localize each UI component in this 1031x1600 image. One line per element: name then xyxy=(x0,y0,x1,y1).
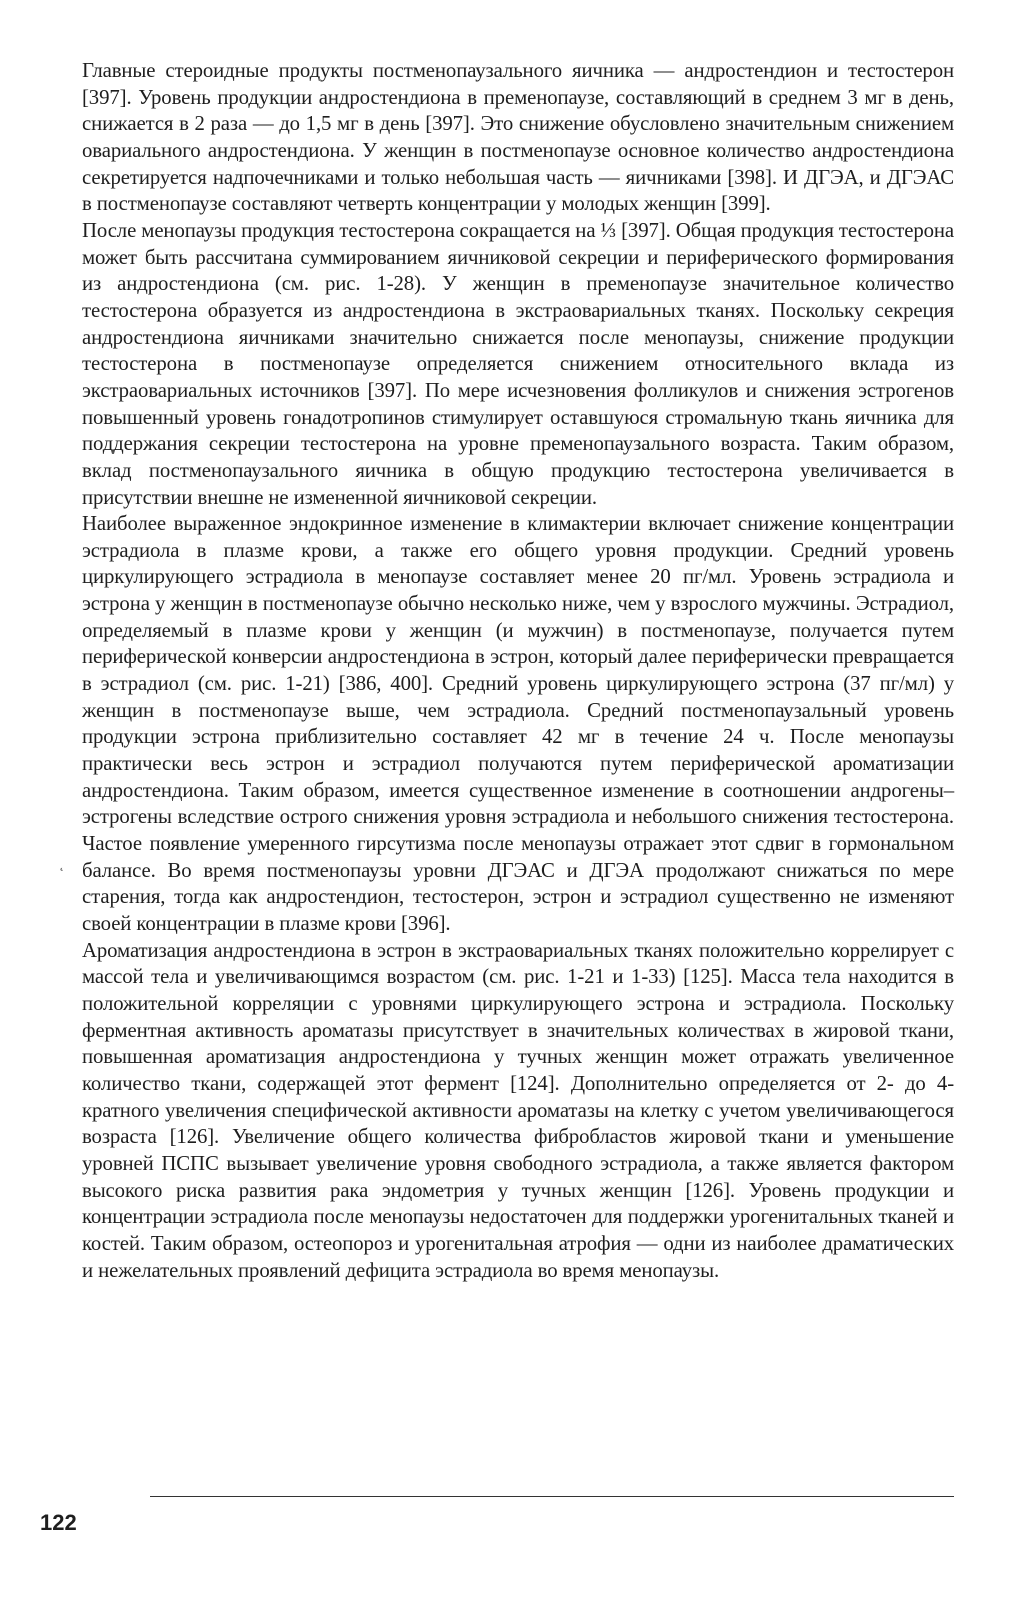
paragraph-androgens-postmenopause: Главные стероидные продукты постменопаузального яичника — андростендион и тестостерон [397]. Уровень продукции андростендиона в пременопаузе, составляющий в среднем 3 мг в день, снижается в 2 раза — до 1,5 мг в день [397]. Это снижение обусловлено значительным снижением овариального андростендиона. У женщин в постменопаузе основное количество андростендиона секретируется надпочечниками и только небольшая часть — яичниками [398]. И ДГЭА, и ДГЭАС в постменопаузе составляют четверть концентрации у молодых женщин [399]. xyxy=(82,59,954,216)
paragraph-testosterone-production: После менопаузы продукция тестостерона сокращается на ⅓ [397]. Общая продукция тестостерона может быть рассчитана суммированием яичниковой секреции и периферического формирования из андростендиона (см. рис. 1-28). У женщин в пременопаузе значительное количество тестостерона образуется из андростендиона в экстраовариальных тканях. Поскольку секреция андростендиона яичниками значительно снижается после менопаузы, снижение продукции тестостерона в постменопаузе определяется снижением относительного вклада из экстраовариальных источников [397]. По мере исчезновения фолликулов и снижения эстрогенов повышенный уровень гонадотропинов стимулирует оставшуюся стромальную ткань яичника для поддержания секреции тестостерона на уровне пременопаузального возраста. Таким образом, вклад постменопаузального яичника в общую продукцию тестостерона увеличивается в присутствии внешне не измененной яичниковой секреции. xyxy=(82,218,954,509)
margin-mark: ˛ xyxy=(60,856,65,871)
page-number: 122 xyxy=(40,1510,77,1535)
footer-rule xyxy=(150,1496,954,1497)
paragraph-aromatization: Ароматизация андростендиона в эстрон в экстраовариальных тканях положительно коррелирует с массой тела и увеличивающимся возрастом (см. рис. 1-21 и 1-33) [125]. Масса тела находится в положительной корреляции с уровнями циркулирующего эстрона и эстрадиола. Поскольку ферментная активность ароматазы присутствует в значительных количествах в жировой ткани, повышенная ароматизация андростендиона у тучных женщин может отражать увеличенное количество ткани, содержащей этот фермент [124]. Дополнительно определяется от 2- до 4-кратного увеличения специфической активности ароматазы на клетку с учетом увеличивающегося возраста [126]. Увеличение общего количества фибробластов жировой ткани и уменьшение уровней ПСПС вызывает увеличение уровня свободного эстрадиола, а также является фактором высокого риска развития рака эндометрия у тучных женщин [126]. Уровень продукции и концентрации эстрадиола после менопаузы недостаточен для поддержки урогенитальных тканей и костей. Таким образом, остеопороз и урогенитальная атрофия — одни из наиболее драматических и нежелательных проявлений дефицита эстрадиола во время менопаузы. xyxy=(82,938,954,1282)
document-body xyxy=(82,58,954,1478)
paragraph-estradiol-changes: Наиболее выраженное эндокринное изменение в климактерии включает снижение концентрации эстрадиола в плазме крови, а также его общего уровня продукции. Средний уровень циркулирующего эстрадиола в менопаузе составляет менее 20 пг/мл. Уровень эстрадиола и эстрона у женщин в постменопаузе обычно несколько ниже, чем у взрослого мужчины. Эстрадиол, определяемый в плазме крови у женщин (и мужчин) в постменопаузе, получается путем периферической конверсии андростендиона в эстрон, который далее периферически превращается в эстрадиол (см. рис. 1-21) [386, 400]. Средний уровень циркулирующего эстрона (37 пг/мл) у женщин в постменопаузе выше, чем эстрадиола. Средний постменопаузальный уровень продукции эстрона приблизительно составляет 42 мг в течение 24 ч. После менопаузы практически весь эстрон и эстрадиол получаются путем периферической ароматизации андростендиона. Таким образом, имеется существенное изменение в соотношении андрогены–эстрогены вследствие острого снижения уровня эстрадиола и небольшого снижения тестостерона. Частое появление умеренного гирсутизма после менопаузы отражает этот сдвиг в гормональном балансе. Во время постменопаузы уровни ДГЭАС и ДГЭА продолжают снижаться по мере старения, тогда как андростендион, тестостерон, эстрон и эстрадиол существенно не изменяют своей концентрации в плазме крови [396]. xyxy=(82,512,954,935)
